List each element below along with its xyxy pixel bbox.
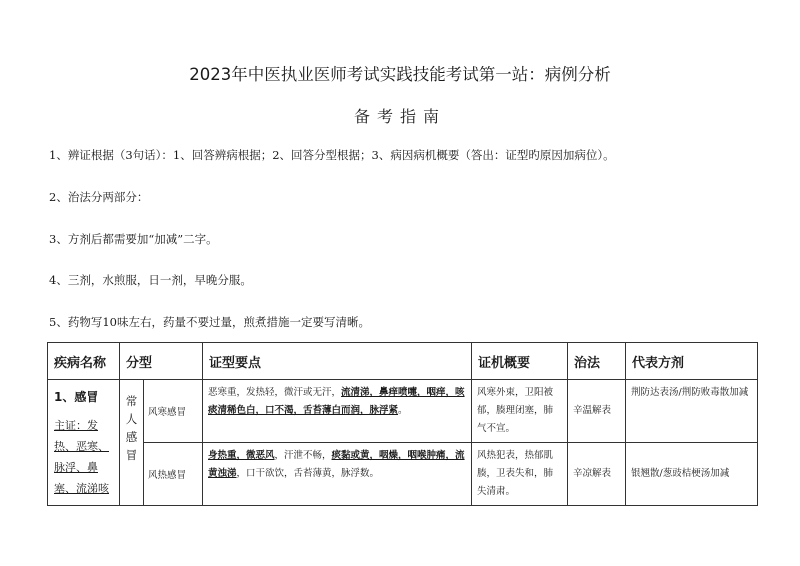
key-symptom-text: 痰黏或黄，咽燥，咽喉肿痛，流黄浊涕 <box>208 450 465 479</box>
formula-cell: 荆防达表汤/荆防败毒散加减 <box>626 380 758 443</box>
formula-cell: 银翘散/葱豉桔梗汤加减 <box>626 443 758 506</box>
key-symptom-text: 流清涕，鼻痒喷嚏，咽痒，咳痰清稀色白，口不渴，舌苔薄白而润，脉浮紧 <box>208 387 465 416</box>
note-3: 3、方剂后都需要加“加减”二字。 <box>49 232 218 246</box>
symptom-text: 。 <box>398 405 408 416</box>
note-1: 1、辨证根据（3句话）：1、回答辨病根据；2、回答分型根据；3、病因病机概要（答出：证型旳原因加病位）。 <box>49 148 615 162</box>
symptom-text: 恶寒重，发热轻，微汗或无汗， <box>208 387 342 398</box>
method-cell: 辛凉解表 <box>568 443 626 506</box>
disease-cell <box>48 380 120 506</box>
points-cell <box>203 443 472 506</box>
table-row <box>48 380 758 443</box>
header-disease: 疾病名称 <box>48 343 120 380</box>
syndrome-table <box>47 342 758 506</box>
page-title: 2023年中医执业医师考试实践技能考试第一站：病例分析 <box>189 65 611 84</box>
header-method: 治法 <box>568 343 626 380</box>
header-points: 证型要点 <box>203 343 472 380</box>
mechanism-cell: 风寒外束，卫阳被郁，腠理闭塞，肺气不宣。 <box>472 380 568 443</box>
mechanism-cell: 风热犯表，热郁肌腠，卫表失和，肺失清肃。 <box>472 443 568 506</box>
symptom-text: ，汗泄不畅， <box>274 450 332 461</box>
header-formula: 代表方剂 <box>626 343 758 380</box>
points-cell <box>203 380 472 443</box>
group-label: 常人感冒 <box>120 380 144 506</box>
symptom-text: ，口干欲饮，舌苔薄黄，脉浮数。 <box>236 468 380 479</box>
method-cell: 辛温解表 <box>568 380 626 443</box>
subtype-cell: 风热感冒 <box>144 443 203 506</box>
page-subtitle: 备考指南 <box>353 107 446 126</box>
disease-symptoms: 主证：发热、恶寒、脉浮、鼻塞、流涕咳 <box>54 419 109 495</box>
table-header-row <box>48 343 758 380</box>
header-mechanism: 证机概要 <box>472 343 568 380</box>
note-4: 4、三剂，水煎服，日一剂，早晚分服。 <box>49 273 252 287</box>
note-2: 2、治法分两部分： <box>49 190 149 204</box>
disease-name: 1、感冒 <box>54 390 99 404</box>
header-type: 分型 <box>120 343 203 380</box>
key-symptom-text: 身热重，微恶风 <box>208 450 275 461</box>
note-5: 5、药物写10味左右，药量不要过量，煎煮措施一定要写清晰。 <box>49 315 370 329</box>
subtype-cell: 风寒感冒 <box>144 380 203 443</box>
table-row <box>48 443 758 506</box>
